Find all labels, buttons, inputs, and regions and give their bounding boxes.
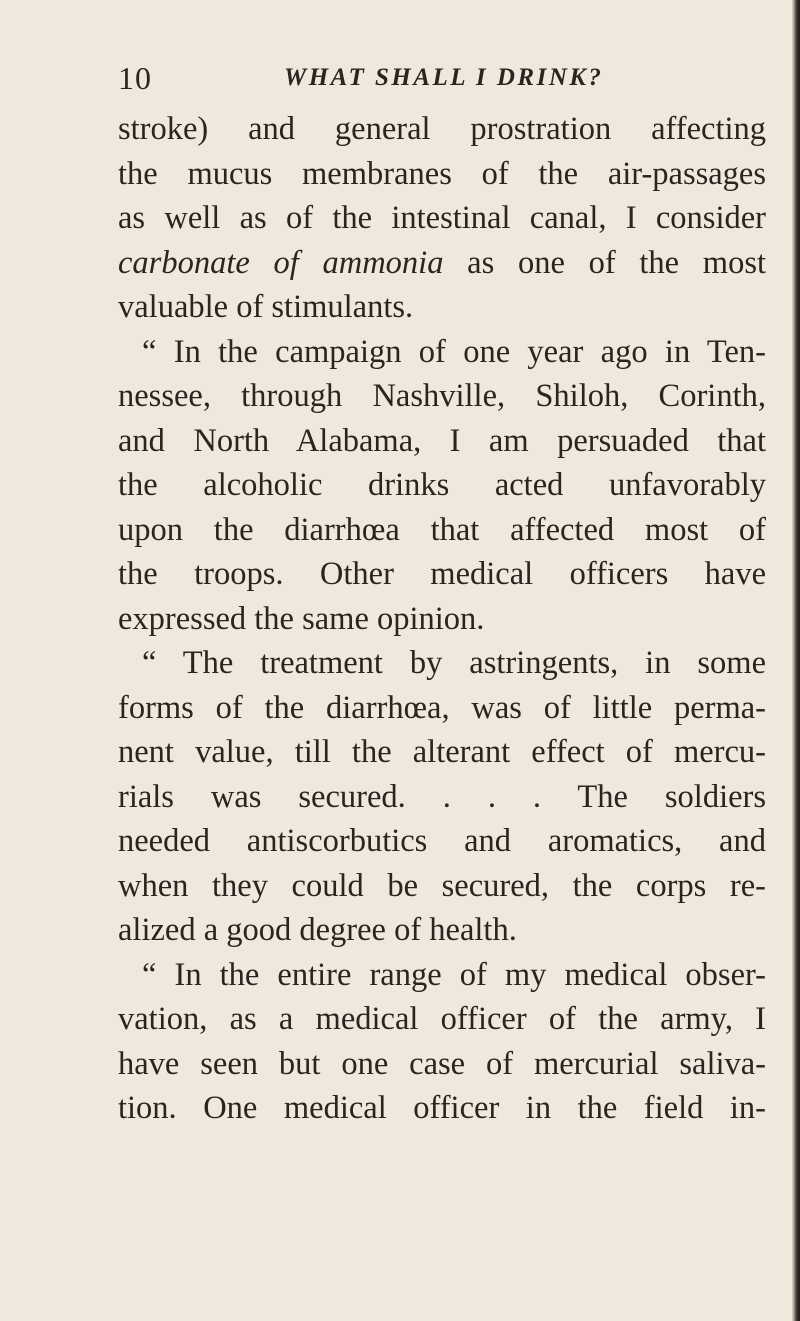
text-line: forms of the diarrhœa, was of little perma- bbox=[118, 689, 766, 726]
text-line: vation, as a medical officer of the army, I bbox=[118, 1001, 766, 1037]
text-line: have seen but one case of mercurial saliva- bbox=[118, 1045, 766, 1082]
text-line: and North Alabama, I am persuaded that bbox=[118, 422, 766, 459]
text-line: alized a good degree of health. bbox=[118, 912, 517, 948]
text-line: upon the diarrhœa that affected most of bbox=[118, 511, 766, 548]
text-line: valuable of stimulants. bbox=[118, 289, 414, 325]
text-line: “ In the campaign of one year ago in Ten- bbox=[142, 333, 766, 370]
text-line: stroke) and general prostration affecting bbox=[118, 111, 766, 147]
text-line: when they could be secured, the corps re- bbox=[118, 867, 766, 904]
page-number: 10 bbox=[118, 60, 152, 96]
text-line: needed antiscorbutics and aromatics, and bbox=[118, 823, 766, 859]
text-line: nessee, through Nashville, Shiloh, Corinth, bbox=[118, 378, 766, 414]
text-line-rest: as one of the most bbox=[443, 244, 766, 281]
text-line: expressed the same opinion. bbox=[118, 600, 485, 637]
text-line: the troops. Other medical officers have bbox=[118, 556, 766, 592]
text-line: the mucus membranes of the air-passages bbox=[118, 155, 766, 192]
body-text bbox=[118, 107, 766, 1131]
text-line: “ The treatment by astringents, in some bbox=[142, 645, 766, 681]
running-title: WHAT SHALL I DRINK? bbox=[284, 64, 604, 91]
text-line: “ In the entire range of my medical obser- bbox=[142, 956, 766, 993]
text-line: as well as of the intestinal canal, I consider bbox=[118, 200, 766, 236]
text-line: tion. One medical officer in the field in- bbox=[118, 1090, 766, 1126]
text-line: rials was secured. . . . The soldiers bbox=[118, 778, 766, 815]
text-line: the alcoholic drinks acted unfavorably bbox=[118, 467, 766, 503]
text-line: nent value, till the alterant effect of mercu- bbox=[118, 734, 766, 770]
page-edge-shadow bbox=[792, 0, 800, 1321]
italic-phrase: carbonate of ammonia bbox=[118, 244, 444, 281]
text-line bbox=[118, 241, 766, 286]
page-header bbox=[118, 58, 778, 98]
